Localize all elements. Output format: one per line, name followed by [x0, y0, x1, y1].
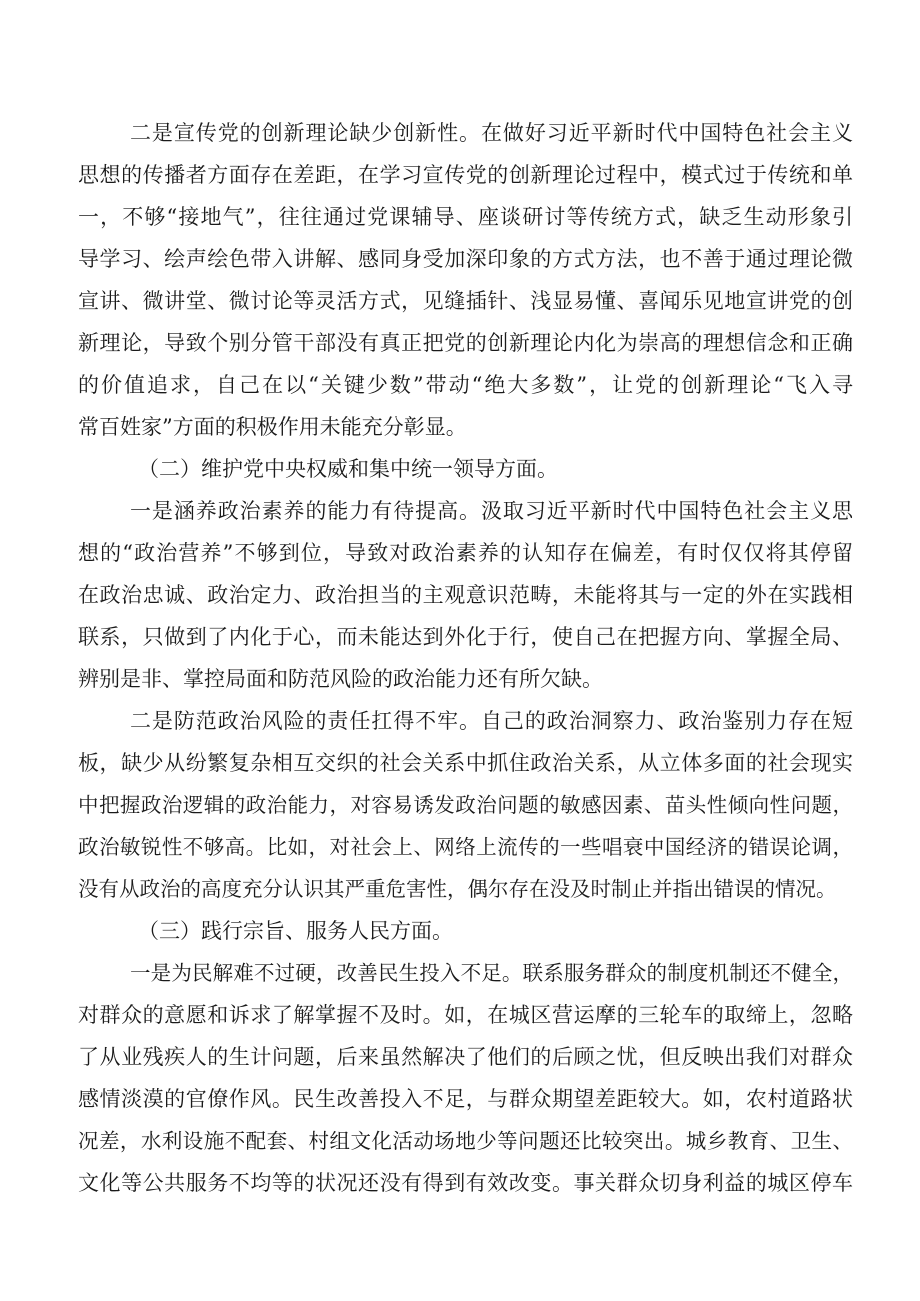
paragraph-6-line-1: 一是为民解难不过硬，改善民生投入不足。联系服务群众的制度机制还不健全， [130, 961, 853, 985]
paragraph-3-line-4: 联系，只做到了内化于心，而未能达到外化于行，使自己在把握方向、掌握全局、 [78, 625, 853, 649]
paragraph-1-line-1: 二是宣传党的创新理论缺少创新性。在做好习近平新时代中国特色社会主义 [130, 121, 853, 145]
paragraph-4-line-3: 中把握政治逻辑的政治能力，对容易诱发政治问题的敏感因素、苗头性倾向性问题， [78, 793, 853, 817]
paragraph-4-line-4: 政治敏锐性不够高。比如，对社会上、网络上流传的一些唱衰中国经济的错误论调， [78, 835, 853, 859]
paragraph-4-line-1: 二是防范政治风险的责任扛得不牢。自己的政治洞察力、政治鉴别力存在短 [130, 709, 853, 733]
paragraph-3-line-3: 在政治忠诚、政治定力、政治担当的主观意识范畴，未能将其与一定的外在实践相 [78, 583, 853, 607]
paragraph-4-line-2: 板，缺少从纷繁复杂相互交织的社会关系中抓住政治关系，从立体多面的社会现实 [78, 751, 853, 775]
paragraph-1-line-6: 新理论，导致个别分管干部没有真正把党的创新理论内化为崇高的理想信念和正确 [78, 331, 853, 355]
paragraph-3-line-2: 想的“政治营养”不够到位，导致对政治素养的认知存在偏差，有时仅仅将其停留 [78, 541, 853, 565]
paragraph-3-line-5: 辨别是非、掌控局面和防范风险的政治能力还有所欠缺。 [78, 667, 603, 691]
paragraph-6-line-4: 感情淡漠的官僚作风。民生改善投入不足，与群众期望差距较大。如，农村道路状 [78, 1087, 853, 1111]
paragraph-1-line-4: 导学习、绘声绘色带入讲解、感同身受加深印象的方式方法，也不善于通过理论微 [78, 247, 853, 271]
section-heading-3: （三）践行宗旨、服务人民方面。 [138, 919, 453, 943]
paragraph-6-line-2: 对群众的意愿和诉求了解掌握不及时。如，在城区营运摩的三轮车的取缔上，忽略 [78, 1003, 853, 1027]
section-heading-2: （二）维护党中央权威和集中统一领导方面。 [138, 457, 558, 481]
paragraph-6-line-6: 文化等公共服务不均等的状况还没有得到有效改变。事关群众切身利益的城区停车 [78, 1171, 853, 1195]
paragraph-1-line-2: 思想的传播者方面存在差距，在学习宣传党的创新理论过程中，模式过于传统和单 [78, 163, 853, 187]
paragraph-1-line-7: 的价值追求，自己在以“关键少数”带动“绝大多数”，让党的创新理论“飞入寻 [78, 373, 853, 397]
paragraph-4-line-5: 没有从政治的高度充分认识其严重危害性，偶尔存在没及时制止并指出错误的情况。 [78, 877, 837, 901]
paragraph-1-line-8: 常百姓家”方面的积极作用未能充分彰显。 [78, 415, 467, 439]
paragraph-6-line-5: 况差，水利设施不配套、村组文化活动场地少等问题还比较突出。城乡教育、卫生、 [78, 1129, 853, 1153]
paragraph-1-line-3: 一，不够“接地气”，往往通过党课辅导、座谈研讨等传统方式，缺乏生动形象引 [78, 205, 853, 229]
paragraph-3-line-1: 一是涵养政治素养的能力有待提高。汲取习近平新时代中国特色社会主义思 [130, 499, 853, 523]
paragraph-1-line-5: 宣讲、微讲堂、微讨论等灵活方式，见缝插针、浅显易懂、喜闻乐见地宣讲党的创 [78, 289, 853, 313]
paragraph-6-line-3: 了从业残疾人的生计问题，后来虽然解决了他们的后顾之忧，但反映出我们对群众 [78, 1045, 853, 1069]
